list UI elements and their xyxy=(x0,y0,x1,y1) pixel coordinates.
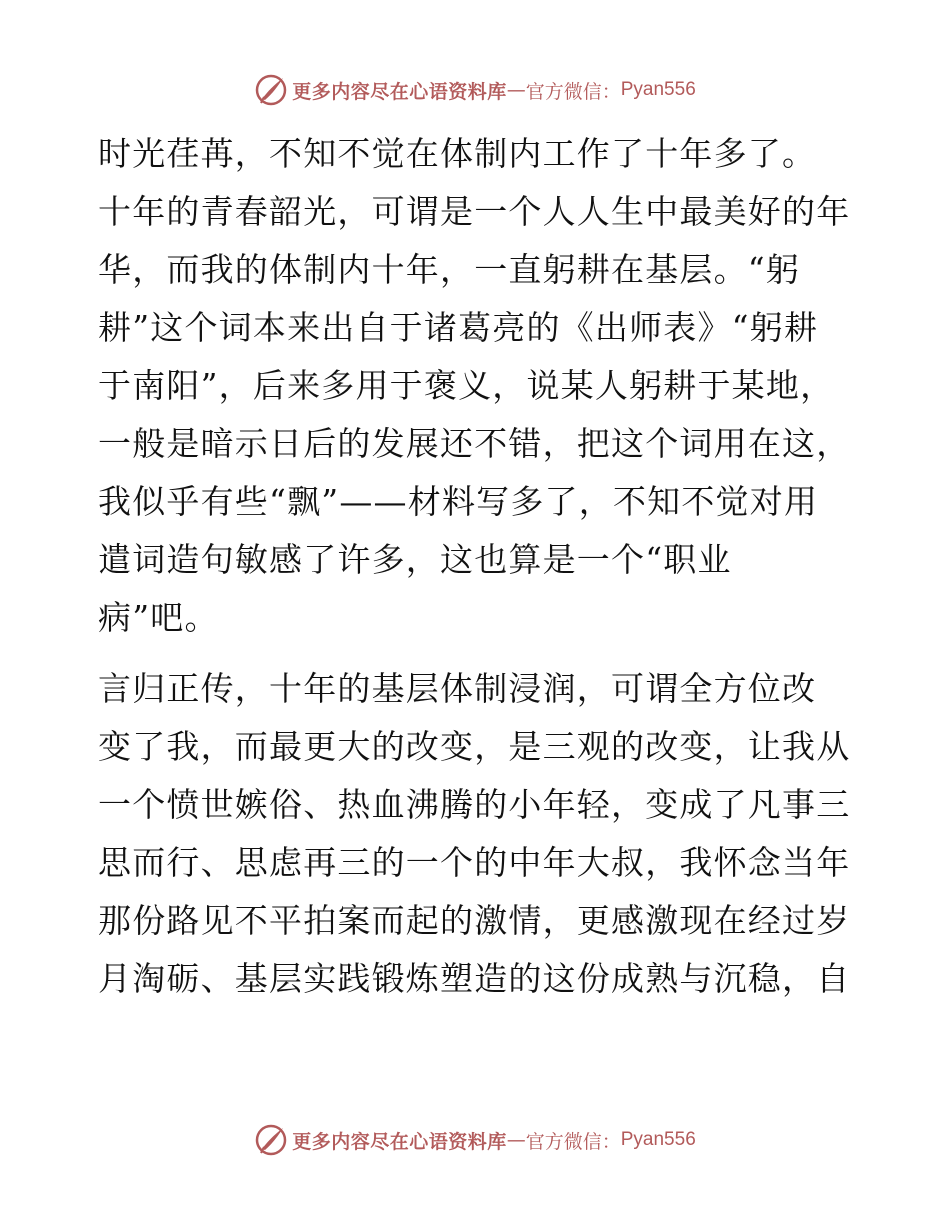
text-line: 变了我，而最更大的改变，是三观的改变，让我从 xyxy=(98,727,851,766)
text-line: 一个愤世嫉俗、热血沸腾的小年轻，变成了凡事三 xyxy=(98,785,851,824)
text-line: 耕”这个词本来出自于诸葛亮的《出师表》“躬耕 xyxy=(98,308,819,347)
banner-wechat-label: 官方微信： xyxy=(525,1130,621,1153)
text-line: 那份路见不平拍案而起的激情，更感激现在经过岁 xyxy=(98,901,851,940)
text-line: 言归正传，十年的基层体制浸润，可谓全方位改 xyxy=(98,669,817,708)
banner-title: 更多内容尽在心语资料库 xyxy=(292,1130,507,1153)
paragraph-spacer xyxy=(98,647,850,660)
banner-wechat-id: Pyan556 xyxy=(620,79,696,100)
banner-wechat-label: 官方微信： xyxy=(525,80,621,103)
text-line: 一般是暗示日后的发展还不错，把这个词用在这， xyxy=(98,424,851,463)
text-line: 华，而我的体制内十年，一直躬耕在基层。“躬 xyxy=(98,250,801,289)
banner-separator: — xyxy=(506,79,526,101)
text-line: 思而行、思虑再三的一个的中年大叔，我怀念当年 xyxy=(98,843,851,882)
document-body xyxy=(98,125,850,1008)
text-line: 遣词造句敏感了许多，这也算是一个“职业 xyxy=(98,540,732,579)
paragraph-1 xyxy=(98,125,850,647)
quill-logo-icon xyxy=(254,1123,288,1157)
text-line: 时光荏苒，不知不觉在体制内工作了十年多了。 xyxy=(98,134,817,173)
banner-wechat-id: Pyan556 xyxy=(620,1129,696,1150)
text-line: 病”吧。 xyxy=(98,598,219,637)
footer-banner xyxy=(0,1120,950,1160)
quill-logo-icon xyxy=(254,73,288,107)
text-line: 月淘砺、基层实践锻炼塑造的这份成熟与沉稳，自 xyxy=(98,959,851,998)
text-line: 我似乎有些“飘”——材料写多了，不知不觉对用 xyxy=(98,482,819,521)
text-line: 于南阳”，后来多用于褒义，说某人躬耕于某地， xyxy=(98,366,835,405)
header-banner xyxy=(0,70,950,110)
banner-title: 更多内容尽在心语资料库 xyxy=(292,80,507,103)
banner-separator: — xyxy=(506,1129,526,1151)
paragraph-2 xyxy=(98,660,850,1008)
text-line: 十年的青春韶光，可谓是一个人人生中最美好的年 xyxy=(98,192,851,231)
